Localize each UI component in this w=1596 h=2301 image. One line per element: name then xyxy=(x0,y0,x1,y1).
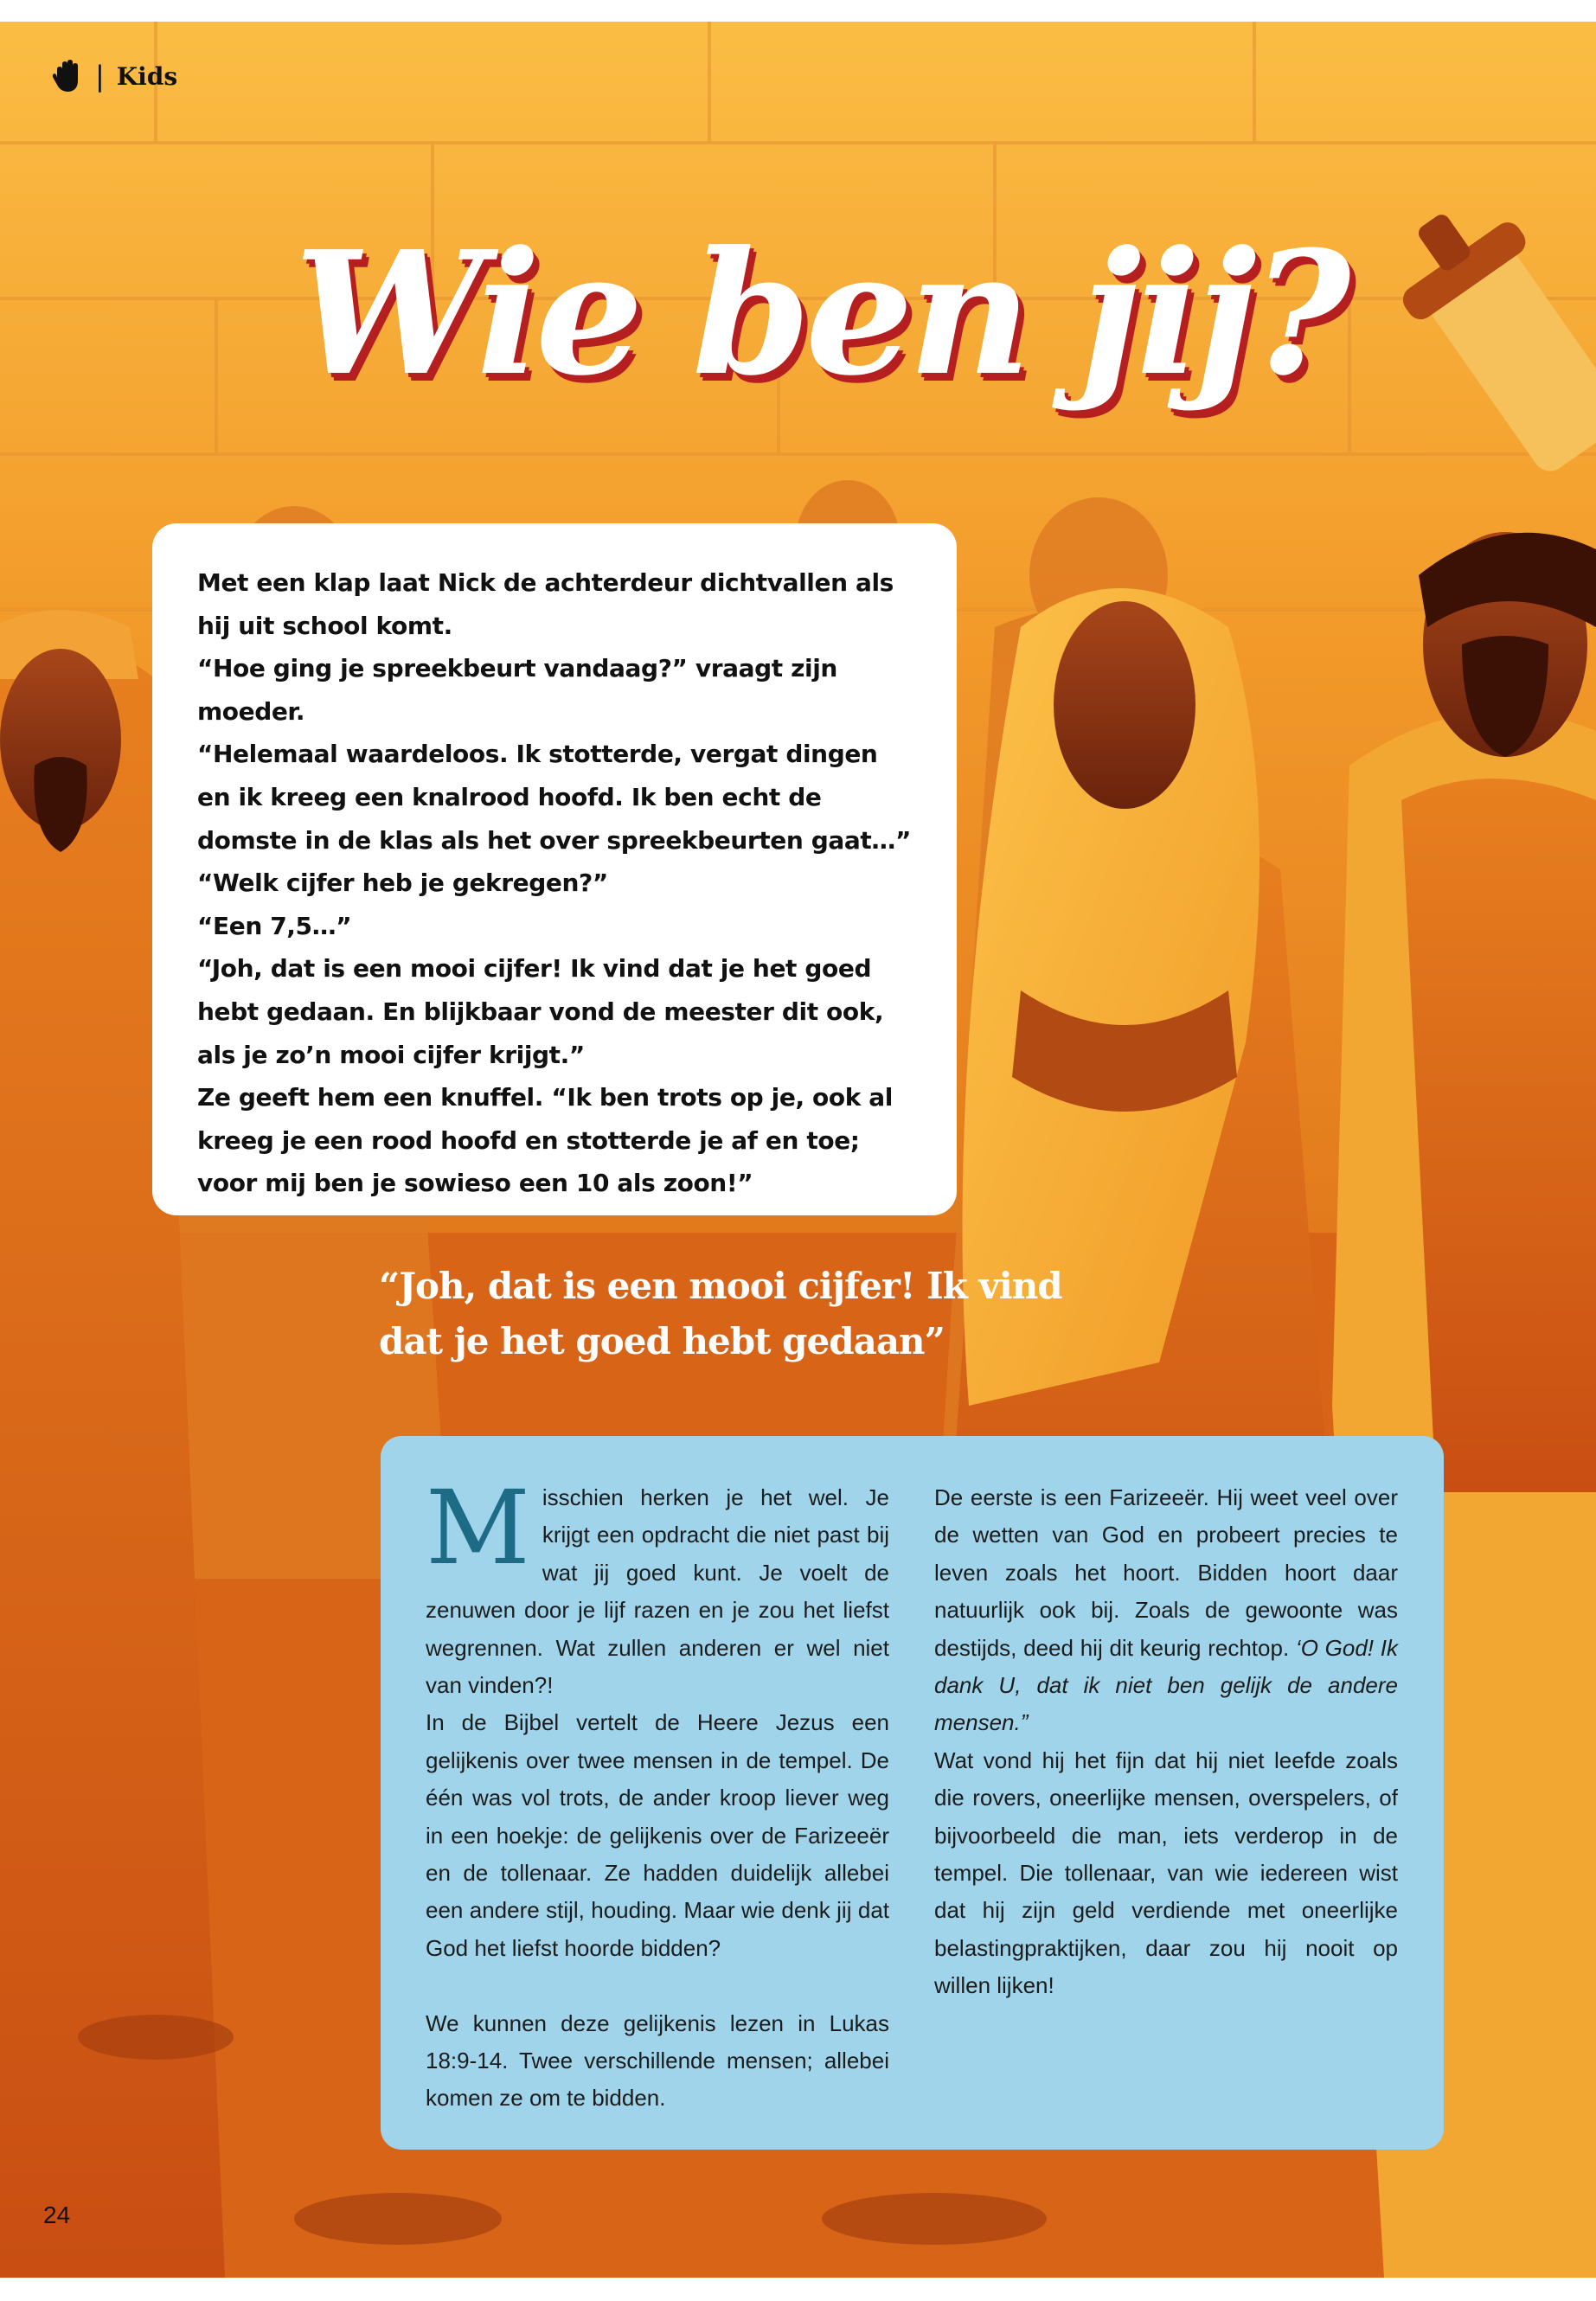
pull-quote: “Joh, dat is een mooi cijfer! Ik vind dat je het goed hebt gedaan” xyxy=(379,1265,1062,1362)
story-box xyxy=(152,523,957,1215)
hand-icon xyxy=(52,59,83,93)
story-paragraph: “Een 7,5…” xyxy=(197,911,352,940)
article-paragraph: We kunnen deze gelijkenis lezen in Lukas 18:9-14. Twee verschillende mensen; allebei komen ze om te bidden. xyxy=(426,2009,889,2112)
article-column-left xyxy=(426,1468,889,2150)
story-paragraph: Ze geeft hem een knuffel. “Ik ben trots op je, ook al kreeg je een rood hoofd en stotterde je af en toe; voor mij ben je sowieso een 10 als zoon!” xyxy=(197,1083,893,1198)
story-paragraph: Met een klap laat Nick de achterdeur dichtvallen als hij uit school komt. xyxy=(197,568,894,640)
story-paragraph: “Joh, dat is een mooi cijfer! Ik vind dat je het goed hebt gedaan. En blijkbaar vond de meester dit ook, als je zo’n mooi cijfer krijgt.” xyxy=(197,954,884,1069)
magazine-page xyxy=(0,22,1596,2278)
pharisee-quote: ‘O God! Ik dank U, dat ik niet ben gelijk de andere mensen.” xyxy=(934,1634,1398,1736)
page-number: 24 xyxy=(43,2202,71,2228)
article-intro-text: isschien herken je het wel. Je krijgt een opdracht die niet past bij wat jij goed kunt. Je voelt de zenuwen door je lijf razen en je zou het liefst wegrennen. Wat zullen anderen er wel niet van vinden?! xyxy=(426,1484,889,1699)
article-paragraph: Wat vond hij het fijn dat hij niet leefde zoals die rovers, oneerlijke mensen, overspelers, of bijvoorbeeld die man, iets verderop in de tempel. Die tollenaar, van wie iedereen wist dat hij zijn geld verdiende met oneerlijke belastingpraktijken, daar zou hij nooit op willen lijken! xyxy=(934,1747,1398,1999)
article-box xyxy=(381,1436,1444,2150)
page-title: Wie ben jij? xyxy=(294,215,1346,413)
story-paragraph: “Helemaal waardeloos. Ik stotterde, vergat dingen en ik kreeg een knalrood hoofd. Ik ben echt de domste in de klas als het over spreekbeurten gaat…” xyxy=(197,740,912,855)
article-column-right xyxy=(934,1479,1398,2150)
section-separator: | xyxy=(95,60,105,93)
article-paragraph xyxy=(426,1468,889,1704)
story-paragraph: “Hoe ging je spreekbeurt vandaag?” vraagt zijn moeder. xyxy=(197,654,837,726)
article-paragraph xyxy=(934,1479,1398,1742)
drop-cap: M xyxy=(426,1468,530,1587)
section-label: Kids xyxy=(116,61,178,91)
article-text: De eerste is een Farizeeër. Hij weet veel over de wetten van God en probeert precies te leven zoals het hoort. Bidden hoort daar natuurlijk ook bij. Zoals de gewoonte was destijds, deed hij dit keurig rechtop. xyxy=(934,1484,1398,1661)
story-paragraph: “Welk cijfer heb je gekregen?” xyxy=(197,868,608,898)
article-paragraph: In de Bijbel vertelt de Heere Jezus een gelijkenis over twee mensen in de tempel. De één was vol trots, de ander kroop liever weg in een hoekje: de gelijkenis over de Farizeeër en de tollenaar. Ze hadden duidelijk allebei een andere stijl, houding. Maar wie denk jij dat God het liefst hoorde bidden? xyxy=(426,1709,889,1961)
section-tag xyxy=(52,54,177,98)
